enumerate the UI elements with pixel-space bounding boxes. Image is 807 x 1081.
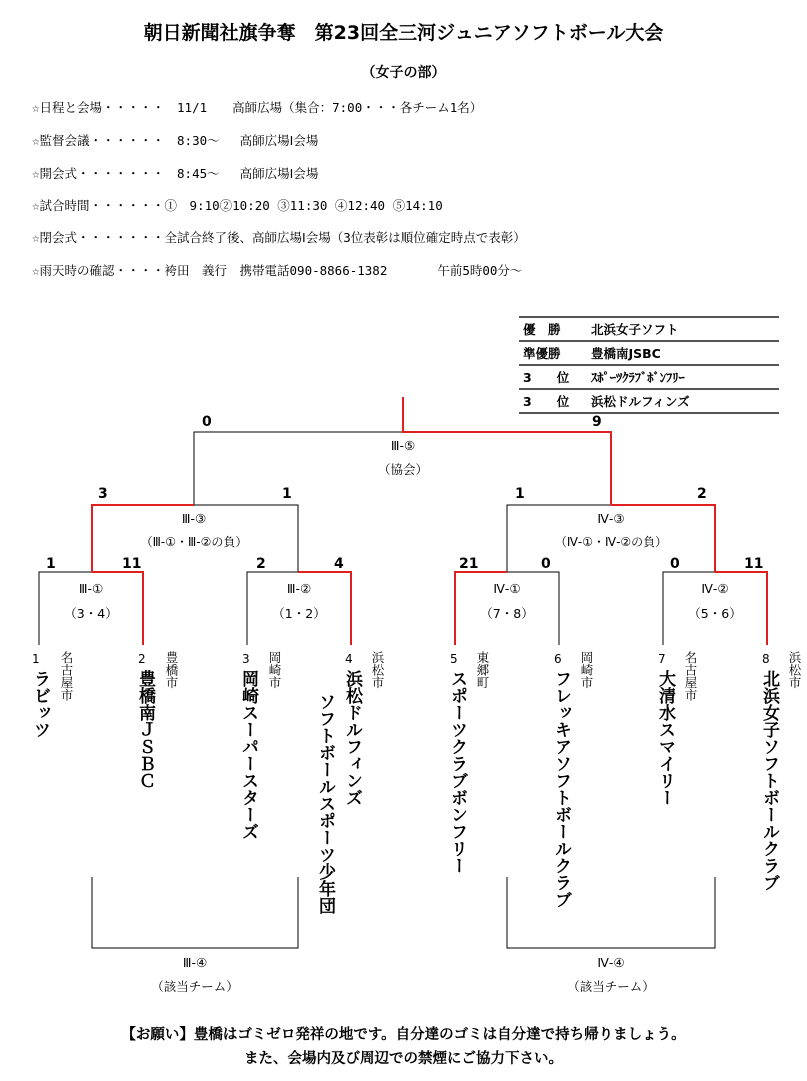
- team-8-seed: 8: [762, 652, 770, 666]
- cons3-line: [92, 877, 298, 948]
- team-7-city: 名古屋市: [683, 651, 698, 701]
- r1-2-label: Ⅲ-②: [286, 581, 312, 596]
- team-1-name: ラビッツ: [30, 670, 50, 738]
- team-2-city: 豊橋市: [164, 651, 179, 689]
- r1-3-score-left: 21: [459, 556, 479, 572]
- rank-team: 浜松ドルフィンズ: [587, 389, 779, 413]
- rank-team: 豊橋南JSBC: [587, 341, 779, 365]
- team-4-city: 浜松市: [370, 651, 385, 689]
- final-score-right: 9: [592, 414, 602, 430]
- r1-3-score-right: 0: [541, 556, 551, 572]
- r1-2-sub: （1・2）: [272, 606, 326, 621]
- semi3-label: Ⅲ-③: [181, 511, 207, 526]
- semi4-score-left: 1: [515, 486, 525, 502]
- team-7-seed: 7: [658, 652, 666, 666]
- r1-2-score-left: 2: [256, 556, 266, 572]
- semi4-score-right: 2: [697, 486, 707, 502]
- team-1-city: 名古屋市: [59, 651, 74, 701]
- info-match-times: ☆試合時間・・・・・・① 9:10②10:20 ③11:30 ④12:40 ⑤14:10: [32, 198, 443, 213]
- r1-4-score-left: 0: [670, 556, 680, 572]
- footer-note-1: 【お願い】豊橋はゴミゼロ発祥の地です。自分達のゴミは自分達で持ち帰りましょう。: [121, 1027, 686, 1043]
- footer-note-2: また、会場内及び周辺での禁煙にご協力下さい。: [244, 1051, 563, 1067]
- rank-team: 北浜女子ソフト: [587, 317, 779, 341]
- semi3-sub: （Ⅲ-①・Ⅲ-②の負）: [140, 535, 248, 549]
- info-closing-ceremony: ☆閉会式・・・・・・・全試合終了後、高師広場Ⅰ会場（3位表彰は順位確定時点で表彰）: [32, 230, 526, 245]
- info-schedule: ☆日程と会場・・・・・ 11/1 高師広場（集合：7:00・・・各チーム1名）: [32, 100, 483, 115]
- team-4-seed: 4: [345, 652, 353, 666]
- r1-4-sub: （5・6）: [688, 606, 742, 621]
- r1-3-sub: （7・8）: [480, 606, 534, 621]
- r1-2-score-right: 4: [334, 556, 344, 572]
- semi4-sub: （Ⅳ-①・Ⅳ-②の負）: [554, 535, 668, 549]
- r1-1-label: Ⅲ-①: [78, 581, 104, 596]
- rank-label: 3 位: [519, 389, 587, 413]
- r1-1-score-right: 11: [122, 556, 142, 572]
- cons4-line: [507, 877, 715, 948]
- cons4-sub: （該当チーム）: [567, 979, 655, 994]
- r1-1-score-left: 1: [46, 556, 56, 572]
- r1-4-label: Ⅳ-②: [701, 581, 729, 596]
- r1-1-sub: （3・4）: [64, 606, 118, 621]
- team-5-seed: 5: [450, 652, 458, 666]
- rank-label: 準優勝: [519, 341, 587, 365]
- team-3-city: 岡崎市: [267, 651, 282, 689]
- page-subtitle: （女子の部）: [361, 65, 446, 81]
- team-3-seed: 3: [242, 652, 250, 666]
- r1-4-score-right: 11: [744, 556, 764, 572]
- semi4-label: Ⅳ-③: [597, 511, 625, 526]
- r1-3-label: Ⅳ-①: [493, 581, 521, 596]
- team-5-city: 東郷町: [475, 651, 490, 689]
- team-5-name: スポーツクラブボンフリー: [447, 670, 467, 874]
- rank-team: ｽﾎﾟｰﾂｸﾗﾌﾞﾎﾞﾝﾌﾘｰ: [587, 365, 779, 389]
- semi3-score-right: 1: [282, 486, 292, 502]
- team-2-seed: 2: [138, 652, 146, 666]
- info-rain-contact: ☆雨天時の確認・・・・袴田 義行 携帯電話090-8866-1382 午前5時00分～: [32, 263, 523, 278]
- final-label: Ⅲ-⑤: [390, 438, 416, 453]
- team-3-name: 岡崎スーパースターズ: [238, 670, 258, 840]
- team-6-city: 岡崎市: [579, 651, 594, 689]
- info-opening-ceremony: ☆開会式・・・・・・・ 8:45～ 高師広場Ⅰ会場: [32, 166, 319, 181]
- team-6-name: フレッキアソフトボールクラブ: [551, 670, 571, 908]
- final-sub: （協会）: [377, 462, 428, 477]
- team-4-name-line2: ソフトボールスポーツ少年団: [315, 693, 335, 914]
- team-2-name: 豊橋南ＪＳＢＣ: [135, 670, 155, 789]
- team-1-seed: 1: [32, 652, 40, 666]
- cons4-label: Ⅳ-④: [597, 955, 625, 970]
- semi3-score-left: 3: [98, 486, 108, 502]
- team-8-city: 浜松市: [787, 651, 802, 689]
- final-score-left: 0: [202, 414, 212, 430]
- team-6-seed: 6: [554, 652, 562, 666]
- team-8-name: 北浜女子ソフトボールクラブ: [759, 670, 779, 891]
- team-7-name: 大清水スマイリー: [655, 670, 675, 806]
- rank-label: 3 位: [519, 365, 587, 389]
- team-4-name: 浜松ドルフィンズ: [342, 670, 362, 806]
- info-managers-meeting: ☆監督会議・・・・・・ 8:30～ 高師広場Ⅰ会場: [32, 133, 319, 148]
- cons3-sub: （該当チーム）: [151, 979, 239, 994]
- cons3-label: Ⅲ-④: [182, 955, 208, 970]
- page-title: 朝日新聞社旗争奪 第23回全三河ジュニアソフトボール大会: [143, 22, 664, 44]
- rank-label: 優 勝: [519, 317, 587, 341]
